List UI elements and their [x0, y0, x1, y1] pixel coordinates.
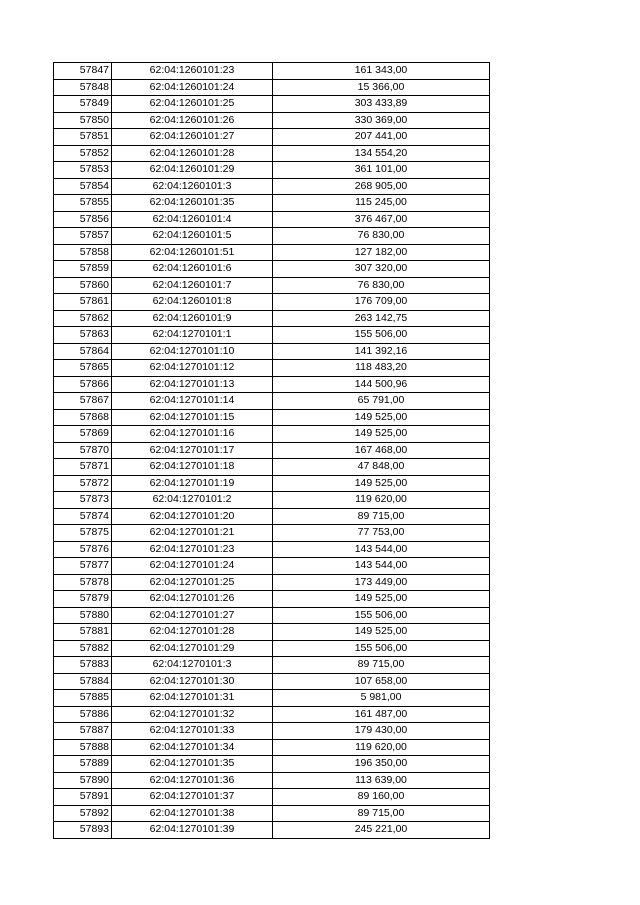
cadastral-number-cell: 62:04:1260101:25: [112, 96, 273, 113]
cadastral-value-cell: 115 245,00: [273, 195, 490, 212]
cadastral-value-cell: 245 221,00: [273, 822, 490, 839]
row-number-cell: 57892: [54, 805, 112, 822]
row-number-cell: 57866: [54, 376, 112, 393]
cadastral-number-cell: 62:04:1270101:17: [112, 442, 273, 459]
cadastral-value-cell: 77 753,00: [273, 525, 490, 542]
table-row: [54, 690, 490, 707]
row-number-cell: 57891: [54, 789, 112, 806]
row-number-cell: 57881: [54, 624, 112, 641]
row-number-cell: 57860: [54, 277, 112, 294]
cadastral-number-cell: 62:04:1260101:9: [112, 310, 273, 327]
row-number-cell: 57867: [54, 393, 112, 410]
row-number-cell: 57885: [54, 690, 112, 707]
cadastral-value-cell: 196 350,00: [273, 756, 490, 773]
table-row: [54, 376, 490, 393]
table-row: [54, 228, 490, 245]
cadastral-value-cell: 207 441,00: [273, 129, 490, 146]
cadastral-value-cell: 149 525,00: [273, 475, 490, 492]
row-number-cell: 57855: [54, 195, 112, 212]
row-number-cell: 57864: [54, 343, 112, 360]
table-row: [54, 673, 490, 690]
row-number-cell: 57857: [54, 228, 112, 245]
table-row: [54, 756, 490, 773]
table-row: [54, 211, 490, 228]
row-number-cell: 57854: [54, 178, 112, 195]
row-number-cell: 57861: [54, 294, 112, 311]
cadastral-number-cell: 62:04:1260101:27: [112, 129, 273, 146]
cadastral-value-cell: 113 639,00: [273, 772, 490, 789]
row-number-cell: 57890: [54, 772, 112, 789]
cadastral-value-cell: 134 554,20: [273, 145, 490, 162]
table-row: [54, 475, 490, 492]
cadastral-number-cell: 62:04:1260101:24: [112, 79, 273, 96]
cadastral-value-cell: 155 506,00: [273, 607, 490, 624]
row-number-cell: 57852: [54, 145, 112, 162]
table-row: [54, 112, 490, 129]
cadastral-number-cell: 62:04:1270101:35: [112, 756, 273, 773]
cadastral-number-cell: 62:04:1270101:27: [112, 607, 273, 624]
table-row: [54, 459, 490, 476]
row-number-cell: 57868: [54, 409, 112, 426]
cadastral-value-cell: 149 525,00: [273, 426, 490, 443]
cadastral-value-cell: 5 981,00: [273, 690, 490, 707]
table-row: [54, 442, 490, 459]
cadastral-number-cell: 62:04:1270101:32: [112, 706, 273, 723]
cadastral-number-cell: 62:04:1260101:51: [112, 244, 273, 261]
table-row: [54, 393, 490, 410]
table-row: [54, 178, 490, 195]
cadastral-value-cell: 307 320,00: [273, 261, 490, 278]
cadastral-value-cell: 303 433,89: [273, 96, 490, 113]
row-number-cell: 57862: [54, 310, 112, 327]
cadastral-number-cell: 62:04:1270101:1: [112, 327, 273, 344]
table-row: [54, 541, 490, 558]
row-number-cell: 57880: [54, 607, 112, 624]
table-row: [54, 277, 490, 294]
cadastral-value-cell: 76 830,00: [273, 277, 490, 294]
cadastral-number-cell: 62:04:1270101:18: [112, 459, 273, 476]
cadastral-number-cell: 62:04:1270101:12: [112, 360, 273, 377]
cadastral-number-cell: 62:04:1270101:25: [112, 574, 273, 591]
table-row: [54, 706, 490, 723]
table-row: [54, 822, 490, 839]
row-number-cell: 57893: [54, 822, 112, 839]
cadastral-value-cell: 119 620,00: [273, 492, 490, 509]
cadastral-number-cell: 62:04:1270101:38: [112, 805, 273, 822]
cadastral-value-cell: 47 848,00: [273, 459, 490, 476]
row-number-cell: 57876: [54, 541, 112, 558]
row-number-cell: 57858: [54, 244, 112, 261]
row-number-cell: 57873: [54, 492, 112, 509]
cadastral-number-cell: 62:04:1270101:2: [112, 492, 273, 509]
table-row: [54, 789, 490, 806]
cadastral-number-cell: 62:04:1260101:5: [112, 228, 273, 245]
row-number-cell: 57883: [54, 657, 112, 674]
cadastral-number-cell: 62:04:1270101:24: [112, 558, 273, 575]
row-number-cell: 57859: [54, 261, 112, 278]
row-number-cell: 57856: [54, 211, 112, 228]
cadastral-number-cell: 62:04:1270101:20: [112, 508, 273, 525]
cadastral-number-cell: 62:04:1270101:34: [112, 739, 273, 756]
cadastral-value-cell: 119 620,00: [273, 739, 490, 756]
table-row: [54, 294, 490, 311]
row-number-cell: 57889: [54, 756, 112, 773]
table-row: [54, 145, 490, 162]
row-number-cell: 57870: [54, 442, 112, 459]
cadastral-value-cell: 155 506,00: [273, 327, 490, 344]
row-number-cell: 57847: [54, 63, 112, 80]
cadastral-value-cell: 179 430,00: [273, 723, 490, 740]
table-row: [54, 772, 490, 789]
table-row: [54, 244, 490, 261]
table-row: [54, 63, 490, 80]
cadastral-value-cell: 144 500,96: [273, 376, 490, 393]
cadastral-number-cell: 62:04:1260101:4: [112, 211, 273, 228]
cadastral-value-cell: 173 449,00: [273, 574, 490, 591]
row-number-cell: 57863: [54, 327, 112, 344]
cadastral-number-cell: 62:04:1260101:28: [112, 145, 273, 162]
cadastral-value-cell: 15 366,00: [273, 79, 490, 96]
cadastral-number-cell: 62:04:1260101:8: [112, 294, 273, 311]
cadastral-number-cell: 62:04:1270101:13: [112, 376, 273, 393]
cadastral-number-cell: 62:04:1270101:37: [112, 789, 273, 806]
cadastral-number-cell: 62:04:1270101:29: [112, 640, 273, 657]
row-number-cell: 57850: [54, 112, 112, 129]
table-row: [54, 574, 490, 591]
row-number-cell: 57853: [54, 162, 112, 179]
cadastral-value-cell: 263 142,75: [273, 310, 490, 327]
row-number-cell: 57882: [54, 640, 112, 657]
cadastral-value-cell: 141 392,16: [273, 343, 490, 360]
table-row: [54, 343, 490, 360]
row-number-cell: 57874: [54, 508, 112, 525]
cadastral-number-cell: 62:04:1260101:26: [112, 112, 273, 129]
cadastral-number-cell: 62:04:1260101:3: [112, 178, 273, 195]
table-row: [54, 310, 490, 327]
table-row: [54, 558, 490, 575]
row-number-cell: 57865: [54, 360, 112, 377]
row-number-cell: 57879: [54, 591, 112, 608]
cadastral-value-cell: 161 343,00: [273, 63, 490, 80]
cadastral-value-cell: 89 715,00: [273, 657, 490, 674]
table-row: [54, 129, 490, 146]
cadastral-value-cell: 167 468,00: [273, 442, 490, 459]
cadastral-value-cell: 161 487,00: [273, 706, 490, 723]
cadastral-value-table: [53, 62, 490, 839]
cadastral-value-cell: 155 506,00: [273, 640, 490, 657]
cadastral-number-cell: 62:04:1270101:16: [112, 426, 273, 443]
cadastral-value-cell: 149 525,00: [273, 591, 490, 608]
table-row: [54, 79, 490, 96]
cadastral-number-cell: 62:04:1270101:28: [112, 624, 273, 641]
cadastral-number-cell: 62:04:1270101:39: [112, 822, 273, 839]
row-number-cell: 57884: [54, 673, 112, 690]
cadastral-value-cell: 143 544,00: [273, 558, 490, 575]
cadastral-value-cell: 268 905,00: [273, 178, 490, 195]
cadastral-number-cell: 62:04:1260101:23: [112, 63, 273, 80]
cadastral-number-cell: 62:04:1270101:36: [112, 772, 273, 789]
table-row: [54, 409, 490, 426]
cadastral-number-cell: 62:04:1270101:14: [112, 393, 273, 410]
row-number-cell: 57887: [54, 723, 112, 740]
row-number-cell: 57872: [54, 475, 112, 492]
cadastral-number-cell: 62:04:1270101:26: [112, 591, 273, 608]
cadastral-value-cell: 143 544,00: [273, 541, 490, 558]
table-row: [54, 327, 490, 344]
cadastral-value-cell: 76 830,00: [273, 228, 490, 245]
table-row: [54, 360, 490, 377]
cadastral-number-cell: 62:04:1260101:29: [112, 162, 273, 179]
cadastral-value-cell: 107 658,00: [273, 673, 490, 690]
cadastral-value-cell: 149 525,00: [273, 409, 490, 426]
row-number-cell: 57888: [54, 739, 112, 756]
table-row: [54, 640, 490, 657]
cadastral-number-cell: 62:04:1270101:19: [112, 475, 273, 492]
row-number-cell: 57849: [54, 96, 112, 113]
table-row: [54, 739, 490, 756]
cadastral-value-cell: 361 101,00: [273, 162, 490, 179]
cadastral-value-cell: 118 483,20: [273, 360, 490, 377]
table-row: [54, 805, 490, 822]
row-number-cell: 57848: [54, 79, 112, 96]
cadastral-value-cell: 89 715,00: [273, 805, 490, 822]
table-row: [54, 607, 490, 624]
cadastral-number-cell: 62:04:1270101:30: [112, 673, 273, 690]
cadastral-number-cell: 62:04:1260101:35: [112, 195, 273, 212]
row-number-cell: 57869: [54, 426, 112, 443]
table-row: [54, 492, 490, 509]
table-row: [54, 723, 490, 740]
table-row: [54, 261, 490, 278]
cadastral-value-cell: 149 525,00: [273, 624, 490, 641]
row-number-cell: 57878: [54, 574, 112, 591]
cadastral-value-cell: 89 160,00: [273, 789, 490, 806]
cadastral-value-cell: 330 369,00: [273, 112, 490, 129]
cadastral-value-cell: 89 715,00: [273, 508, 490, 525]
cadastral-value-cell: 127 182,00: [273, 244, 490, 261]
cadastral-number-cell: 62:04:1270101:10: [112, 343, 273, 360]
table-row: [54, 508, 490, 525]
cadastral-number-cell: 62:04:1260101:6: [112, 261, 273, 278]
table-row: [54, 162, 490, 179]
table-row: [54, 525, 490, 542]
table-row: [54, 591, 490, 608]
table-row: [54, 195, 490, 212]
cadastral-value-cell: 176 709,00: [273, 294, 490, 311]
table-row: [54, 426, 490, 443]
row-number-cell: 57877: [54, 558, 112, 575]
table-row: [54, 657, 490, 674]
row-number-cell: 57875: [54, 525, 112, 542]
row-number-cell: 57886: [54, 706, 112, 723]
cadastral-number-cell: 62:04:1270101:31: [112, 690, 273, 707]
cadastral-value-cell: 376 467,00: [273, 211, 490, 228]
row-number-cell: 57871: [54, 459, 112, 476]
cadastral-number-cell: 62:04:1270101:15: [112, 409, 273, 426]
table-row: [54, 624, 490, 641]
cadastral-number-cell: 62:04:1270101:23: [112, 541, 273, 558]
cadastral-number-cell: 62:04:1270101:21: [112, 525, 273, 542]
cadastral-number-cell: 62:04:1270101:3: [112, 657, 273, 674]
table-row: [54, 96, 490, 113]
table-body: [54, 63, 490, 839]
cadastral-number-cell: 62:04:1270101:33: [112, 723, 273, 740]
row-number-cell: 57851: [54, 129, 112, 146]
cadastral-number-cell: 62:04:1260101:7: [112, 277, 273, 294]
cadastral-value-cell: 65 791,00: [273, 393, 490, 410]
